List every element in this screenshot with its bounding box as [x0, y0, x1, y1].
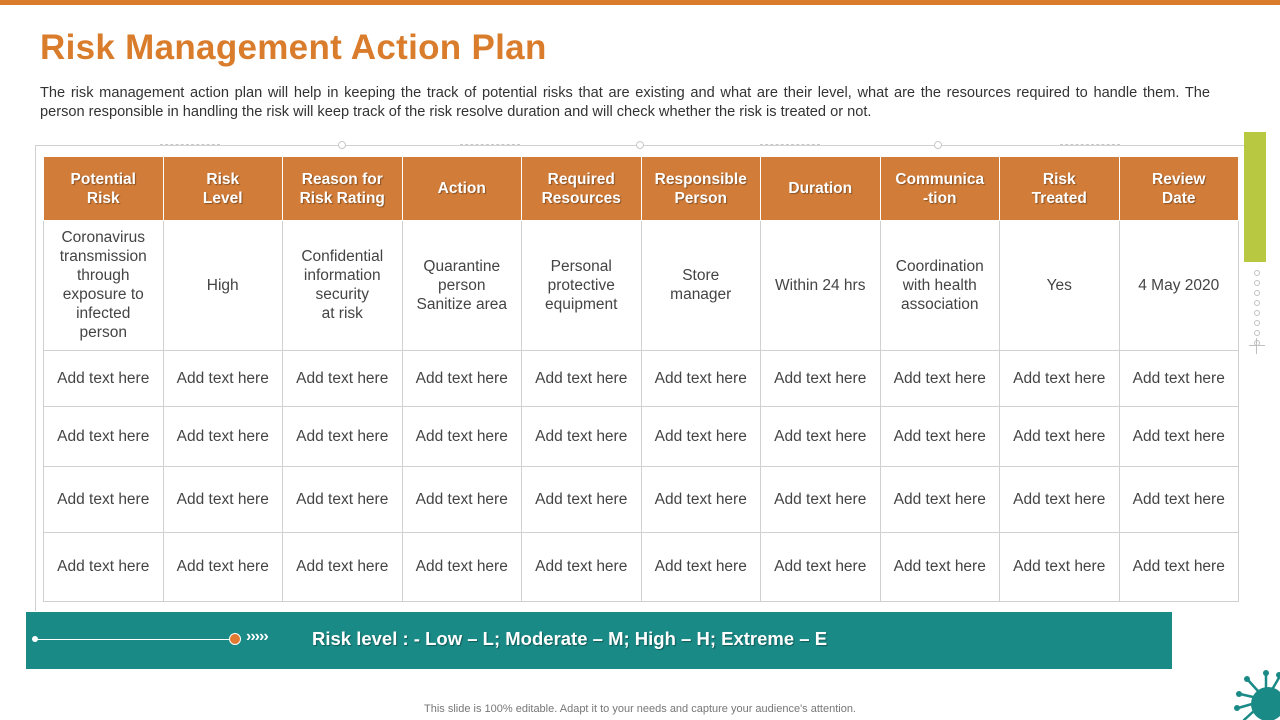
top-accent-bar — [0, 0, 1280, 5]
header-risk-treated: Risk Treated — [1000, 157, 1120, 221]
table-cell: Add text here — [1119, 406, 1239, 466]
table-cell: Add text here — [880, 406, 1000, 466]
table-cell: Add text here — [641, 406, 761, 466]
table-row — [44, 406, 1239, 466]
frame-dash — [460, 144, 520, 145]
table-cell: Coronavirus transmission through exposure to infected person — [44, 221, 164, 351]
header-duration: Duration — [761, 157, 881, 221]
table-cell: Add text here — [283, 406, 403, 466]
table-row — [44, 532, 1239, 601]
table-cell: Add text here — [1119, 532, 1239, 601]
intro-paragraph: The risk management action plan will help in keeping the track of potential risks that are existing and what are their level, what are the resources required to handle them. The person responsible in handling the risk will keep track of the risk resolve duration and will check whether the risk is treated or not. — [40, 85, 1210, 120]
table-cell: Add text here — [1000, 467, 1120, 532]
table-row — [44, 221, 1239, 351]
header-communication: Communica -tion — [880, 157, 1000, 221]
table-cell: Personal protective equipment — [522, 221, 642, 351]
table-cell: Add text here — [880, 350, 1000, 406]
table-cell: Add text here — [44, 350, 164, 406]
frame-dash — [1060, 144, 1120, 145]
table-header-row — [44, 157, 1239, 221]
table-cell: Add text here — [163, 532, 283, 601]
risk-action-table — [43, 156, 1239, 602]
plus-icon — [1249, 338, 1265, 354]
table-cell: Add text here — [761, 467, 881, 532]
header-review-date: Review Date — [1119, 157, 1239, 221]
page-title: Risk Management Action Plan — [40, 28, 547, 67]
table-cell: Add text here — [522, 467, 642, 532]
table-cell: Add text here — [641, 350, 761, 406]
header-required-resources: Required Resources — [522, 157, 642, 221]
table-row — [44, 350, 1239, 406]
table-cell: 4 May 2020 — [1119, 221, 1239, 351]
table-cell: Add text here — [402, 532, 522, 601]
legend-marker — [229, 633, 241, 645]
risk-level-legend — [26, 612, 1172, 669]
table-cell: Add text here — [44, 532, 164, 601]
table-cell: Add text here — [283, 467, 403, 532]
table-cell: Yes — [1000, 221, 1120, 351]
frame-dash — [160, 144, 220, 145]
table-cell: Add text here — [283, 350, 403, 406]
header-responsible-person: Responsible Person — [641, 157, 761, 221]
table-cell: Coordination with health association — [880, 221, 1000, 351]
legend-line — [35, 639, 235, 640]
table-cell: Add text here — [1000, 406, 1120, 466]
table-cell: Quarantine person Sanitize area — [402, 221, 522, 351]
header-reason-for-risk-rating: Reason for Risk Rating — [283, 157, 403, 221]
header-potential-risk: Potential Risk — [44, 157, 164, 221]
header-action: Action — [402, 157, 522, 221]
frame-dot — [338, 141, 346, 149]
table-cell: Add text here — [522, 532, 642, 601]
table-cell: Add text here — [522, 350, 642, 406]
chevrons-icon: ››››› — [246, 628, 268, 645]
table-cell: Add text here — [522, 406, 642, 466]
table-cell: High — [163, 221, 283, 351]
table-cell: Add text here — [641, 467, 761, 532]
table-cell: Add text here — [880, 467, 1000, 532]
table-cell: Add text here — [283, 532, 403, 601]
table-cell: Add text here — [1000, 532, 1120, 601]
table-cell: Add text here — [163, 406, 283, 466]
table-cell: Add text here — [880, 532, 1000, 601]
table-cell: Add text here — [163, 467, 283, 532]
table-cell: Add text here — [1119, 467, 1239, 532]
table-cell: Add text here — [641, 532, 761, 601]
table-cell: Confidential information security at risk — [283, 221, 403, 351]
table-cell: Add text here — [761, 532, 881, 601]
table-cell: Add text here — [1119, 350, 1239, 406]
side-accent-bar — [1244, 132, 1266, 262]
table-cell: Within 24 hrs — [761, 221, 881, 351]
table-cell: Add text here — [44, 406, 164, 466]
table-cell: Add text here — [761, 406, 881, 466]
header-risk-level: Risk Level — [163, 157, 283, 221]
table-row — [44, 467, 1239, 532]
frame-dot — [636, 141, 644, 149]
legend-dot — [32, 636, 38, 642]
table-cell: Add text here — [402, 467, 522, 532]
frame-dash — [760, 144, 820, 145]
table-cell: Add text here — [402, 350, 522, 406]
table-cell: Add text here — [163, 350, 283, 406]
table-cell: Add text here — [402, 406, 522, 466]
table-cell: Store manager — [641, 221, 761, 351]
footer-note: This slide is 100% editable. Adapt it to your needs and capture your audience's attention. — [424, 703, 856, 715]
table-cell: Add text here — [761, 350, 881, 406]
table-cell: Add text here — [44, 467, 164, 532]
frame-dot — [934, 141, 942, 149]
table-cell: Add text here — [1000, 350, 1120, 406]
legend-text: Risk level : - Low – L; Moderate – M; High – H; Extreme – E — [312, 628, 828, 649]
